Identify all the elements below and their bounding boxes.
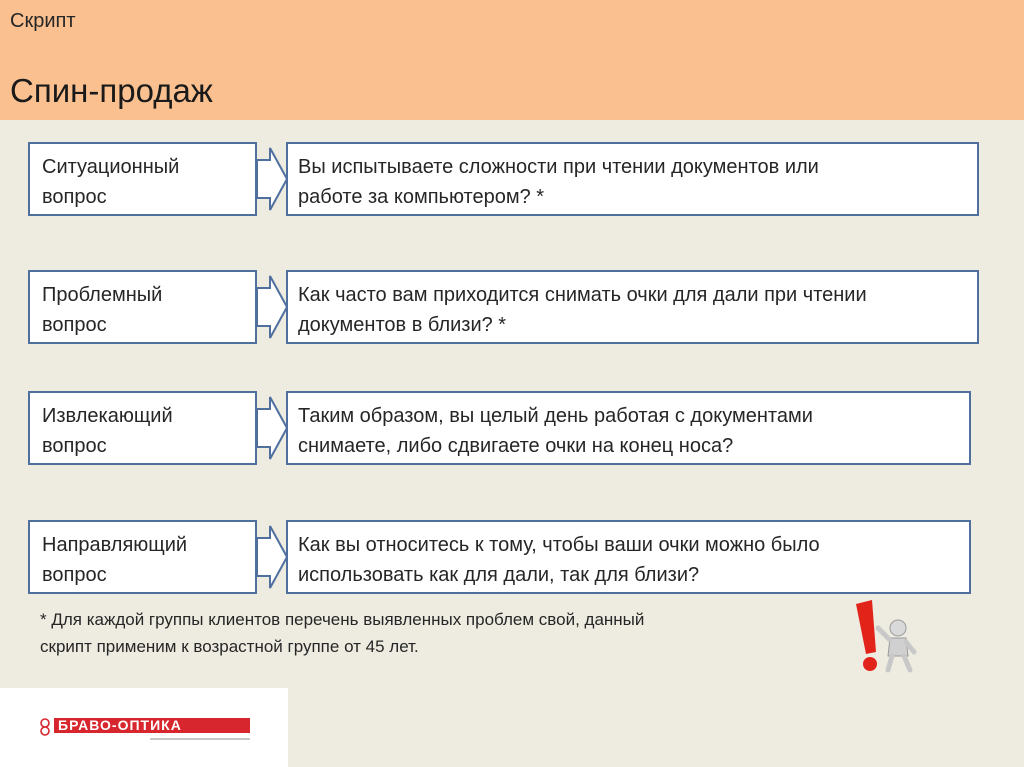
question-line: работе за компьютером? * [298, 186, 545, 208]
question-line: Вы испытываете сложности при чтении документов или [298, 156, 819, 178]
footnote [40, 606, 820, 660]
chevron-arrow-icon [256, 270, 288, 344]
spin-row-problem [0, 270, 1024, 350]
question-text-box [286, 391, 971, 465]
slide-kicker: Скрипт [10, 10, 76, 32]
question-type-label [28, 520, 257, 594]
label-line: Извлекающий [42, 405, 173, 427]
slide-header [0, 0, 1024, 120]
spin-row-situational [0, 142, 1024, 222]
chevron-arrow-icon [256, 142, 288, 216]
label-line: Ситуационный [42, 156, 180, 178]
label-line: вопрос [42, 564, 107, 586]
bravo-optika-logo [40, 714, 260, 744]
slide-title: Спин-продаж [10, 72, 213, 109]
question-line: использовать как для дали, так для близи? [298, 564, 700, 586]
question-type-label [28, 142, 257, 216]
question-text-box [286, 520, 971, 594]
question-type-label [28, 270, 257, 344]
chevron-arrow-icon [256, 520, 288, 594]
question-text-box [286, 270, 979, 344]
question-line: Таким образом, вы целый день работая с документами [298, 405, 813, 427]
label-line: вопрос [42, 186, 107, 208]
question-line: Как часто вам приходится снимать очки для дали при чтении [298, 284, 867, 306]
spin-row-need-payoff [0, 520, 1024, 600]
footnote-line: скрипт применим к возрастной группе от 45 лет. [40, 637, 419, 656]
question-text-box [286, 142, 979, 216]
question-line: Как вы относитесь к тому, чтобы ваши очки можно было [298, 534, 820, 556]
chevron-arrow-icon [256, 391, 288, 465]
logo-tagline-line [150, 738, 250, 740]
exclamation-figure-icon [852, 598, 924, 674]
question-line: документов в близи? * [298, 314, 507, 336]
logo-text: БРАВО-ОПТИКА [58, 717, 182, 733]
question-type-label [28, 391, 257, 465]
label-line: вопрос [42, 314, 107, 336]
question-line: снимаете, либо сдвигаете очки на конец носа? [298, 435, 734, 457]
footnote-line: * Для каждой группы клиентов перечень выявленных проблем свой, данный [40, 610, 645, 629]
label-line: Направляющий [42, 534, 188, 556]
spin-row-implication [0, 391, 1024, 471]
label-line: Проблемный [42, 284, 163, 306]
label-line: вопрос [42, 435, 107, 457]
logo-area [0, 688, 288, 767]
